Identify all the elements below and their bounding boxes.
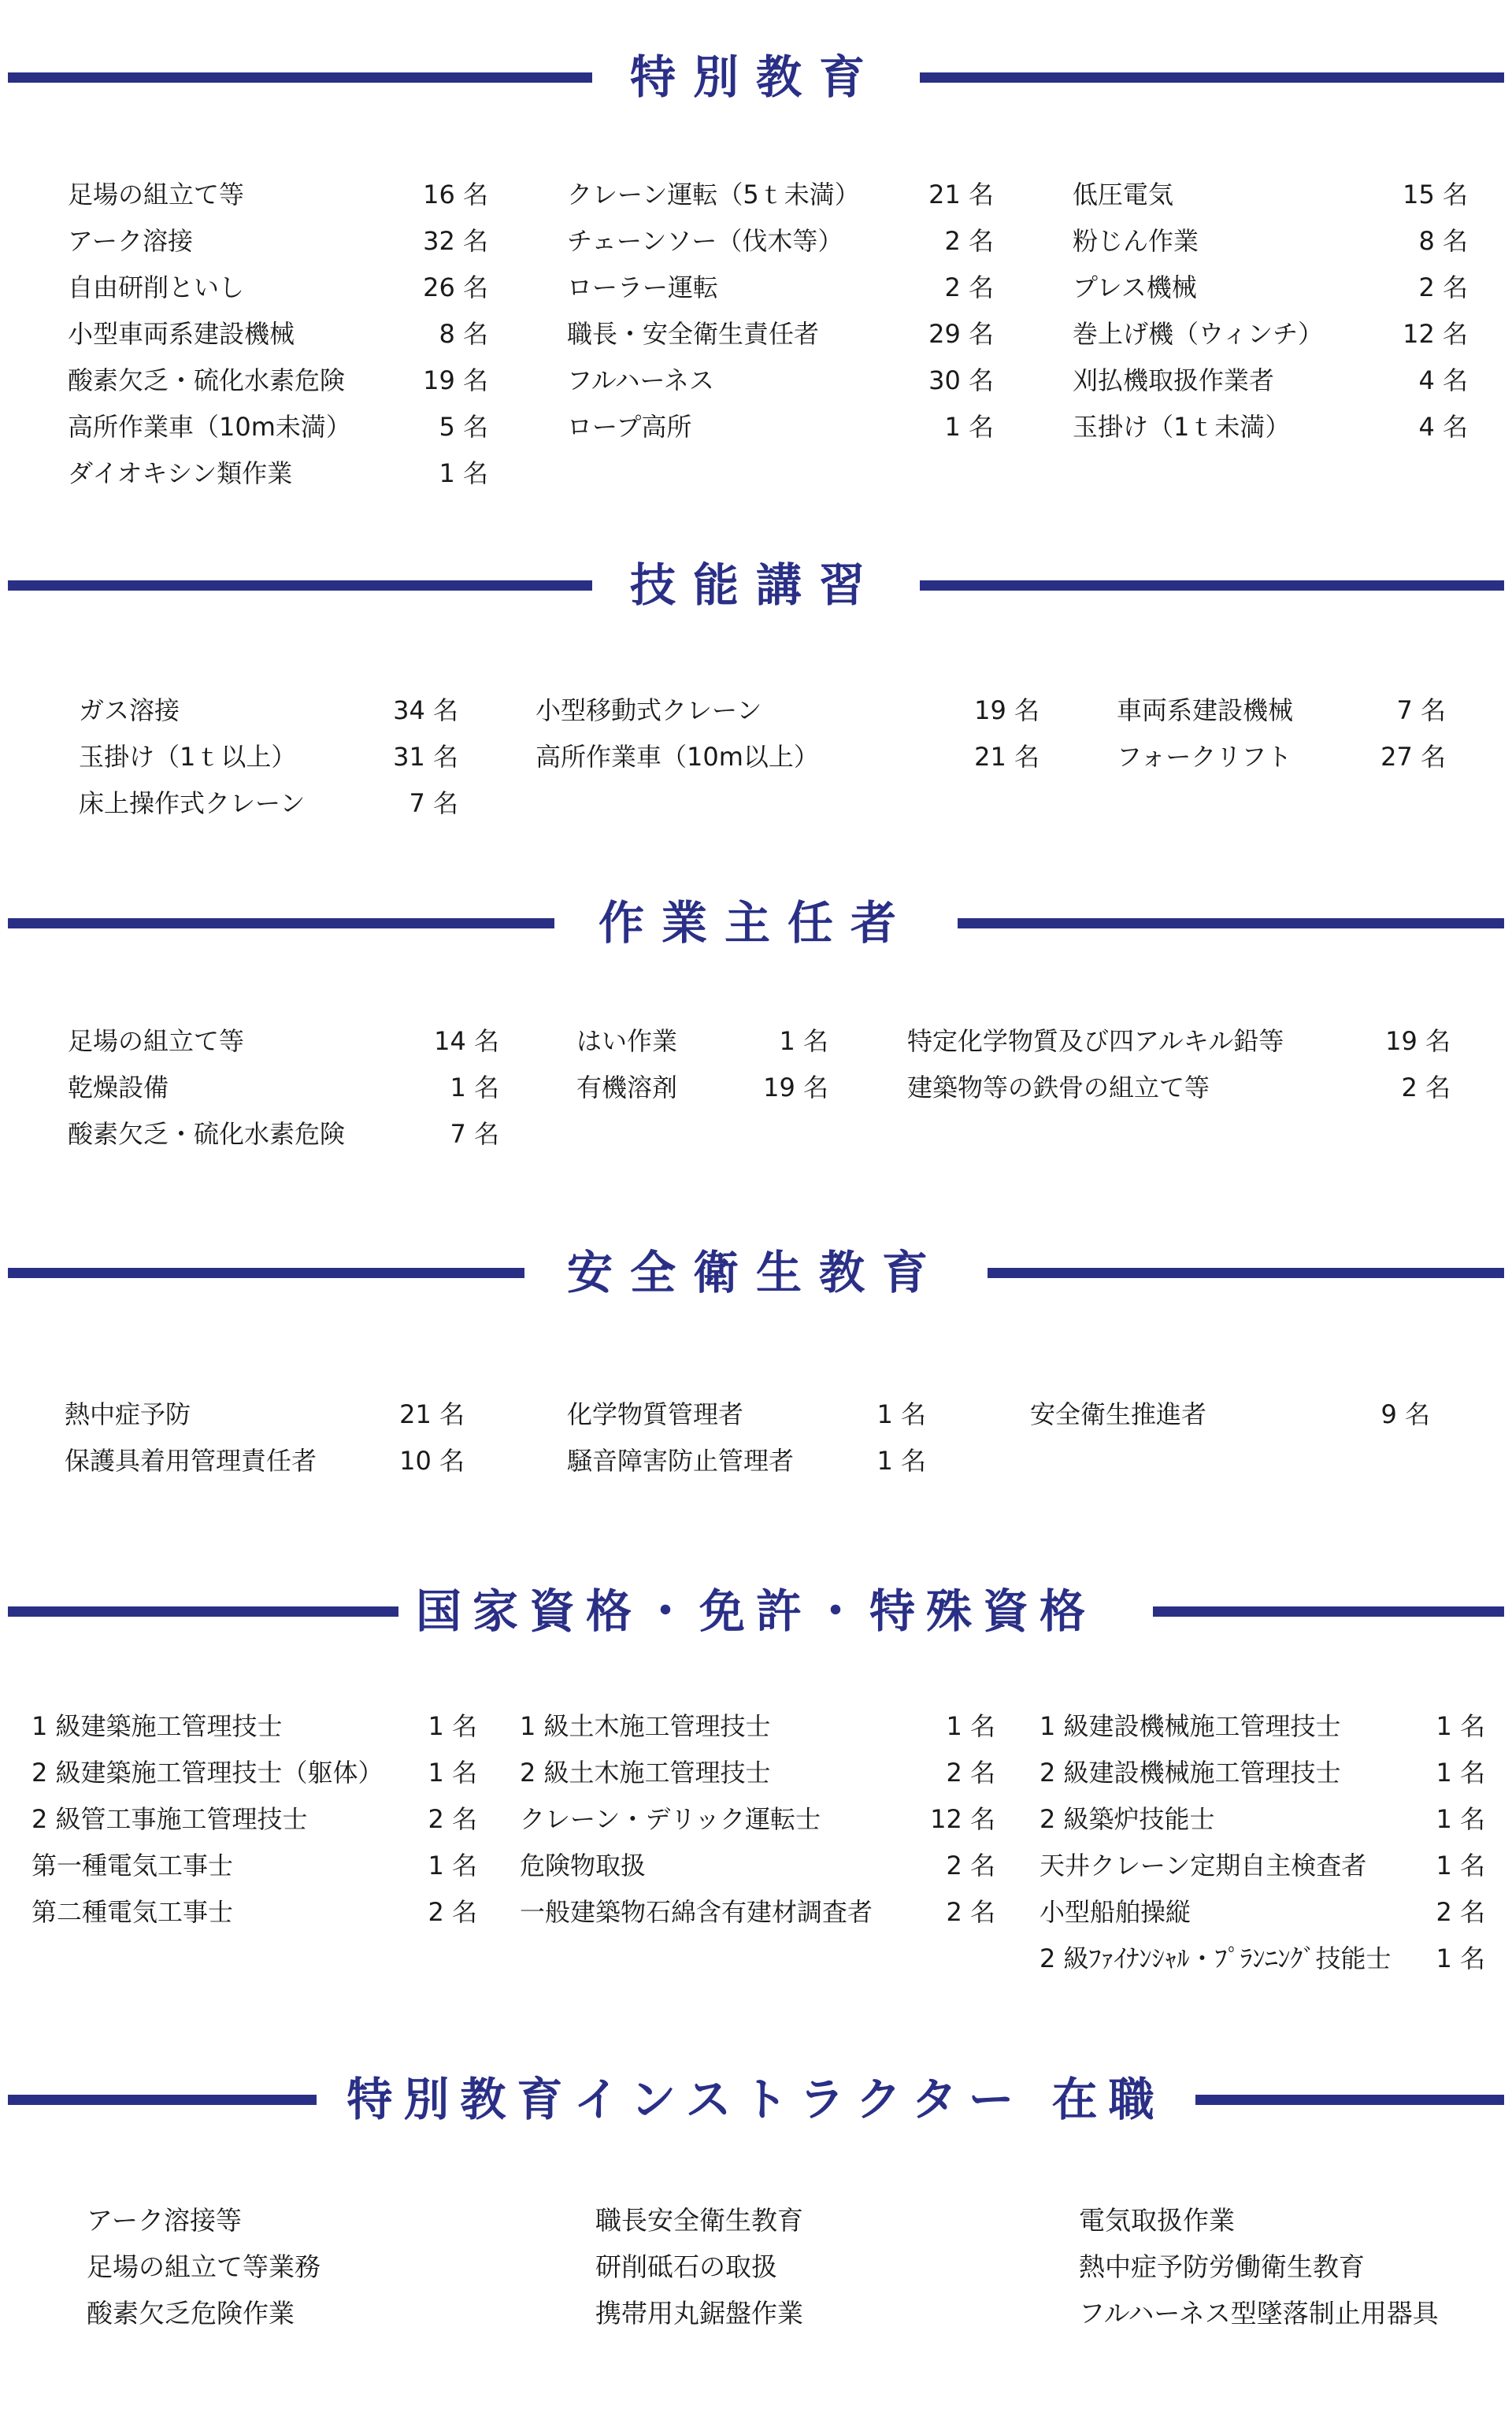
list-item: ローラー運転 2 名 bbox=[567, 272, 994, 302]
heading-rule-left bbox=[8, 1606, 398, 1617]
list-item: 職長・安全衛生責任者 29 名 bbox=[567, 319, 994, 349]
list-item: はい作業 1 名 bbox=[576, 1026, 828, 1056]
section-heading-instructors bbox=[0, 2060, 1512, 2139]
heading-rule-left bbox=[8, 918, 554, 928]
list-item: 2 級土木施工管理技士 2 名 bbox=[520, 1758, 995, 1788]
list-item: 有機溶剤 19 名 bbox=[576, 1073, 828, 1102]
list-column bbox=[1117, 687, 1446, 780]
list-column bbox=[576, 1018, 828, 1111]
list-item: 高所作業車（10m以上） 21 名 bbox=[536, 742, 1040, 772]
list-item: 足場の組立て等 14 名 bbox=[68, 1026, 499, 1056]
heading-rule-right bbox=[988, 1268, 1504, 1278]
list-column bbox=[68, 1018, 499, 1158]
section-heading-special-education bbox=[0, 38, 1512, 117]
list-column bbox=[65, 1391, 465, 1484]
heading-rule-left bbox=[8, 2095, 317, 2105]
list-column bbox=[520, 1703, 995, 1936]
list-item: 2 級築炉技能士 1 名 bbox=[1040, 1804, 1485, 1834]
list-column bbox=[68, 172, 488, 497]
heading-rule-right bbox=[920, 72, 1504, 83]
list-column bbox=[32, 1703, 477, 1936]
list-item: 自由研削といし 26 名 bbox=[68, 272, 488, 302]
section-heading-skill-training bbox=[0, 546, 1512, 624]
list-item: 携帯用丸鋸盤作業 bbox=[595, 2298, 803, 2329]
heading-rule-right bbox=[1195, 2095, 1504, 2105]
list-item: フルハーネス 30 名 bbox=[567, 365, 994, 395]
list-column bbox=[536, 687, 1040, 780]
list-item: 酸素欠乏・硫化水素危険 19 名 bbox=[68, 365, 488, 395]
list-item: アーク溶接 32 名 bbox=[68, 226, 488, 256]
section-title: 作業主任者 bbox=[598, 896, 914, 950]
list-item: 酸素欠乏危険作業 bbox=[87, 2298, 295, 2329]
list-item: ダイオキシン類作業 1 名 bbox=[68, 458, 488, 488]
list-column bbox=[1040, 1703, 1485, 1982]
list-item: 保護具着用管理責任者 10 名 bbox=[65, 1446, 465, 1476]
section-title: 特別教育インストラクター 在職 bbox=[346, 2073, 1166, 2126]
list-item: 特定化学物質及び四アルキル鉛等 19 名 bbox=[907, 1026, 1451, 1056]
list-item: 熱中症予防 21 名 bbox=[65, 1399, 465, 1429]
list-item: 熱中症予防労働衛生教育 bbox=[1079, 2251, 1365, 2282]
list-item: クレーン運転（5ｔ未満） 21 名 bbox=[567, 180, 994, 209]
heading-rule-left bbox=[8, 72, 592, 83]
list-item: 玉掛け（1ｔ未満） 4 名 bbox=[1073, 412, 1468, 442]
list-column bbox=[79, 687, 458, 827]
heading-rule-left bbox=[8, 580, 592, 591]
list-item: ロープ高所 1 名 bbox=[567, 412, 994, 442]
list-item: プレス機械 2 名 bbox=[1073, 272, 1468, 302]
list-column bbox=[1073, 172, 1468, 450]
heading-rule-right bbox=[958, 918, 1504, 928]
list-item: 第一種電気工事士 1 名 bbox=[32, 1851, 477, 1881]
list-item: 職長安全衛生教育 bbox=[595, 2205, 803, 2236]
list-item: ガス溶接 34 名 bbox=[79, 695, 458, 725]
list-item: 一般建築物石綿含有建材調査者 2 名 bbox=[520, 1897, 995, 1927]
list-item: アーク溶接等 bbox=[87, 2205, 243, 2236]
list-item: 酸素欠乏・硫化水素危険 7 名 bbox=[68, 1119, 499, 1149]
list-column bbox=[567, 172, 994, 450]
list-item: 足場の組立て等 16 名 bbox=[68, 180, 488, 209]
list-item: 1 級建築施工管理技士 1 名 bbox=[32, 1711, 477, 1741]
list-item: 刈払機取扱作業者 4 名 bbox=[1073, 365, 1468, 395]
list-item: 玉掛け（1ｔ以上） 31 名 bbox=[79, 742, 458, 772]
list-item: 建築物等の鉄骨の組立て等 2 名 bbox=[907, 1073, 1451, 1102]
list-item: 粉じん作業 8 名 bbox=[1073, 226, 1468, 256]
section-heading-safety-education bbox=[0, 1233, 1512, 1312]
list-item: 天井クレーン定期自主検査者 1 名 bbox=[1040, 1851, 1485, 1881]
heading-rule-left bbox=[8, 1268, 524, 1278]
list-item: 化学物質管理者 1 名 bbox=[567, 1399, 926, 1429]
list-column bbox=[1079, 2197, 1504, 2336]
section-heading-national-qualifications bbox=[0, 1572, 1512, 1651]
list-item: 乾燥設備 1 名 bbox=[68, 1073, 499, 1102]
list-item: 小型移動式クレーン 19 名 bbox=[536, 695, 1040, 725]
list-item: 危険物取扱 2 名 bbox=[520, 1851, 995, 1881]
list-item: 床上操作式クレーン 7 名 bbox=[79, 788, 458, 818]
list-item: 研削砥石の取扱 bbox=[595, 2251, 777, 2282]
list-item: 電気取扱作業 bbox=[1079, 2205, 1235, 2236]
list-column bbox=[907, 1018, 1451, 1111]
list-item: 2 級建築施工管理技士（躯体） 1 名 bbox=[32, 1758, 477, 1788]
list-item: 巻上げ機（ウィンチ） 12 名 bbox=[1073, 319, 1468, 349]
list-item: 2 級ﾌｧｲﾅﾝｼｬﾙ・ﾌﾟﾗﾝﾆﾝｸﾞ技能士 1 名 bbox=[1040, 1944, 1485, 1973]
heading-rule-right bbox=[920, 580, 1504, 591]
list-column bbox=[595, 2197, 1036, 2336]
list-column bbox=[567, 1391, 926, 1484]
list-item: フルハーネス型墜落制止用器具 bbox=[1079, 2298, 1439, 2329]
section-title: 安全衛生教育 bbox=[566, 1246, 945, 1299]
list-item: 2 級建設機械施工管理技士 1 名 bbox=[1040, 1758, 1485, 1788]
list-item: 安全衛生推進者 9 名 bbox=[1030, 1399, 1430, 1429]
list-item: チェーンソー（伐木等） 2 名 bbox=[567, 226, 994, 256]
list-item: 第二種電気工事士 2 名 bbox=[32, 1897, 477, 1927]
list-item: 1 級建設機械施工管理技士 1 名 bbox=[1040, 1711, 1485, 1741]
list-item: クレーン・デリック運転士 12 名 bbox=[520, 1804, 995, 1834]
list-item: 1 級土木施工管理技士 1 名 bbox=[520, 1711, 995, 1741]
section-title: 特別教育 bbox=[629, 50, 882, 104]
list-column bbox=[1030, 1391, 1430, 1438]
list-item: 足場の組立て等業務 bbox=[87, 2251, 321, 2282]
heading-rule-right bbox=[1153, 1606, 1504, 1617]
list-item: 低圧電気 15 名 bbox=[1073, 180, 1468, 209]
list-item: 2 級管工事施工管理技士 2 名 bbox=[32, 1804, 477, 1834]
section-title: 技能講習 bbox=[629, 558, 882, 612]
list-column bbox=[87, 2197, 528, 2336]
list-item: 騒音障害防止管理者 1 名 bbox=[567, 1446, 926, 1476]
list-item: 小型船舶操縦 2 名 bbox=[1040, 1897, 1485, 1927]
list-item: 車両系建設機械 7 名 bbox=[1117, 695, 1446, 725]
list-item: フォークリフト 27 名 bbox=[1117, 742, 1446, 772]
list-item: 高所作業車（10m未満） 5 名 bbox=[68, 412, 488, 442]
list-item: 小型車両系建設機械 8 名 bbox=[68, 319, 488, 349]
section-title: 国家資格・免許・特殊資格 bbox=[415, 1584, 1096, 1638]
section-heading-work-supervisor bbox=[0, 884, 1512, 962]
